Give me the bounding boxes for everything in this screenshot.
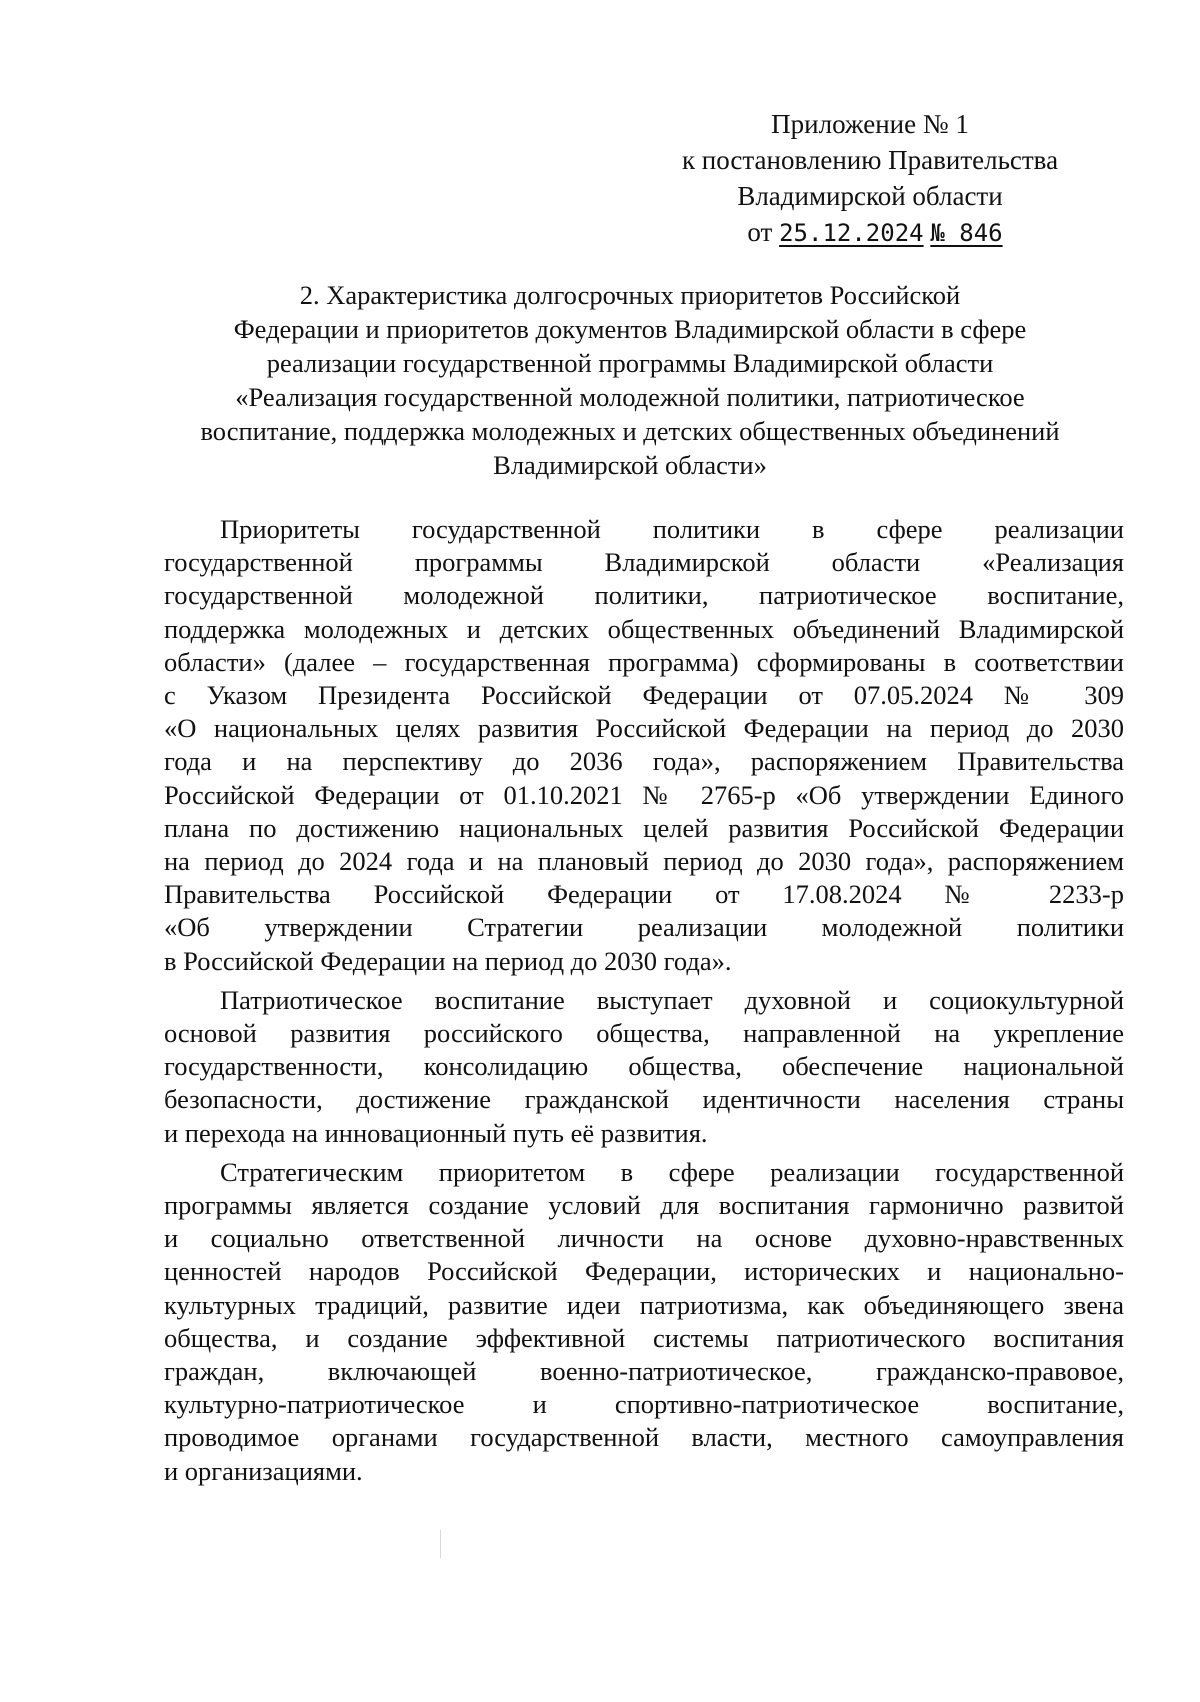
resolution-reference: к постановлению Правительства	[681, 145, 1059, 175]
text-line: с Указом Президента Российской Федерации от 07.05.2024 № 309	[164, 680, 1124, 711]
text-line: в Российской Федерации на период до 2030 года».	[164, 945, 732, 976]
text-line: поддержка молодежных и детских общественных объединений Владимирской	[164, 613, 1124, 644]
section-heading	[160, 278, 1100, 482]
text-line: Российской Федерации от 01.10.2021 № 2765-р «Об утверждении Единого	[164, 779, 1124, 810]
heading-line: воспитание, поддержка молодежных и детских общественных объединений	[200, 416, 1060, 446]
text-line: культурно-патриотическое и спортивно-патриотическое воспитание,	[164, 1389, 1124, 1420]
text-line: Патриотическое воспитание выступает духовной и социокультурной	[220, 984, 1124, 1015]
text-line: Стратегическим приоритетом в сфере реализации государственной	[220, 1156, 1124, 1187]
paragraph-patriotic-education	[164, 984, 1124, 1150]
paragraph-priorities	[164, 513, 1124, 978]
text-line: основой развития российского общества, направленной на укрепление	[164, 1018, 1124, 1049]
text-line: государственной программы Владимирской области «Реализация	[164, 547, 1124, 578]
text-line: проводимое органами государственной власти, местного самоуправления	[164, 1422, 1124, 1453]
text-line: года и на перспективу до 2036 года», распоряжением Правительства	[164, 746, 1124, 777]
text-line: области» (далее – государственная программа) сформированы в соответствии	[164, 646, 1124, 677]
heading-line: реализации государственной программы Владимирской области	[266, 348, 994, 378]
text-line: плана по достижению национальных целей развития Российской Федерации	[164, 812, 1124, 843]
text-line: Приоритеты государственной политики в сфере реализации	[220, 514, 1124, 544]
text-line: граждан, включающей военно-патриотическое, гражданско-правовое,	[164, 1356, 1124, 1387]
text-line: культурных традиций, развитие идеи патриотизма, как объединяющего звена	[164, 1289, 1124, 1320]
text-line: безопасности, достижение гражданской идентичности населения страны	[164, 1084, 1124, 1115]
text-line: ценностей народов Российской Федерации, исторических и национально-	[164, 1256, 1124, 1287]
text-line: и организациями.	[164, 1455, 363, 1486]
region-name: Владимирской области	[737, 181, 1003, 211]
heading-line: Владимирской области»	[493, 450, 767, 480]
text-line: государственной молодежной политики, патриотическое воспитание,	[164, 580, 1124, 611]
date-number-line	[660, 214, 1080, 251]
appendix-number: Приложение № 1	[771, 109, 969, 139]
text-line: «Об утверждении Стратегии реализации молодежной политики	[164, 912, 1124, 943]
scan-artifact	[440, 1530, 441, 1558]
text-line: и перехода на инновационный путь её развития.	[164, 1117, 708, 1148]
text-line: на период до 2024 года и на плановый период до 2030 года», распоряжением	[164, 846, 1124, 877]
resolution-date: 25.12.2024	[779, 219, 924, 247]
text-line: Правительства Российской Федерации от 17.08.2024 № 2233-р	[164, 879, 1124, 910]
document-body	[164, 513, 1124, 1494]
text-line: и социально ответственной личности на основе духовно-нравственных	[164, 1223, 1124, 1254]
resolution-number: № 846	[930, 219, 1003, 247]
heading-line: Федерации и приоритетов документов Владимирской области в сфере	[233, 314, 1027, 344]
heading-line: «Реализация государственной молодежной политики, патриотическое	[235, 382, 1025, 412]
text-line: общества, и создание эффективной системы патриотического воспитания	[164, 1322, 1124, 1353]
paragraph-strategic-priority	[164, 1156, 1124, 1488]
text-line: государственности, консолидацию общества, обеспечение национальной	[164, 1051, 1124, 1082]
text-line: программы является создание условий для воспитания гармонично развитой	[164, 1190, 1124, 1221]
date-prefix: от	[747, 217, 773, 247]
heading-line: 2. Характеристика долгосрочных приоритетов Российской	[299, 280, 961, 310]
text-line: «О национальных целях развития Российской Федерации на период до 2030	[164, 713, 1124, 744]
appendix-header	[660, 106, 1080, 251]
